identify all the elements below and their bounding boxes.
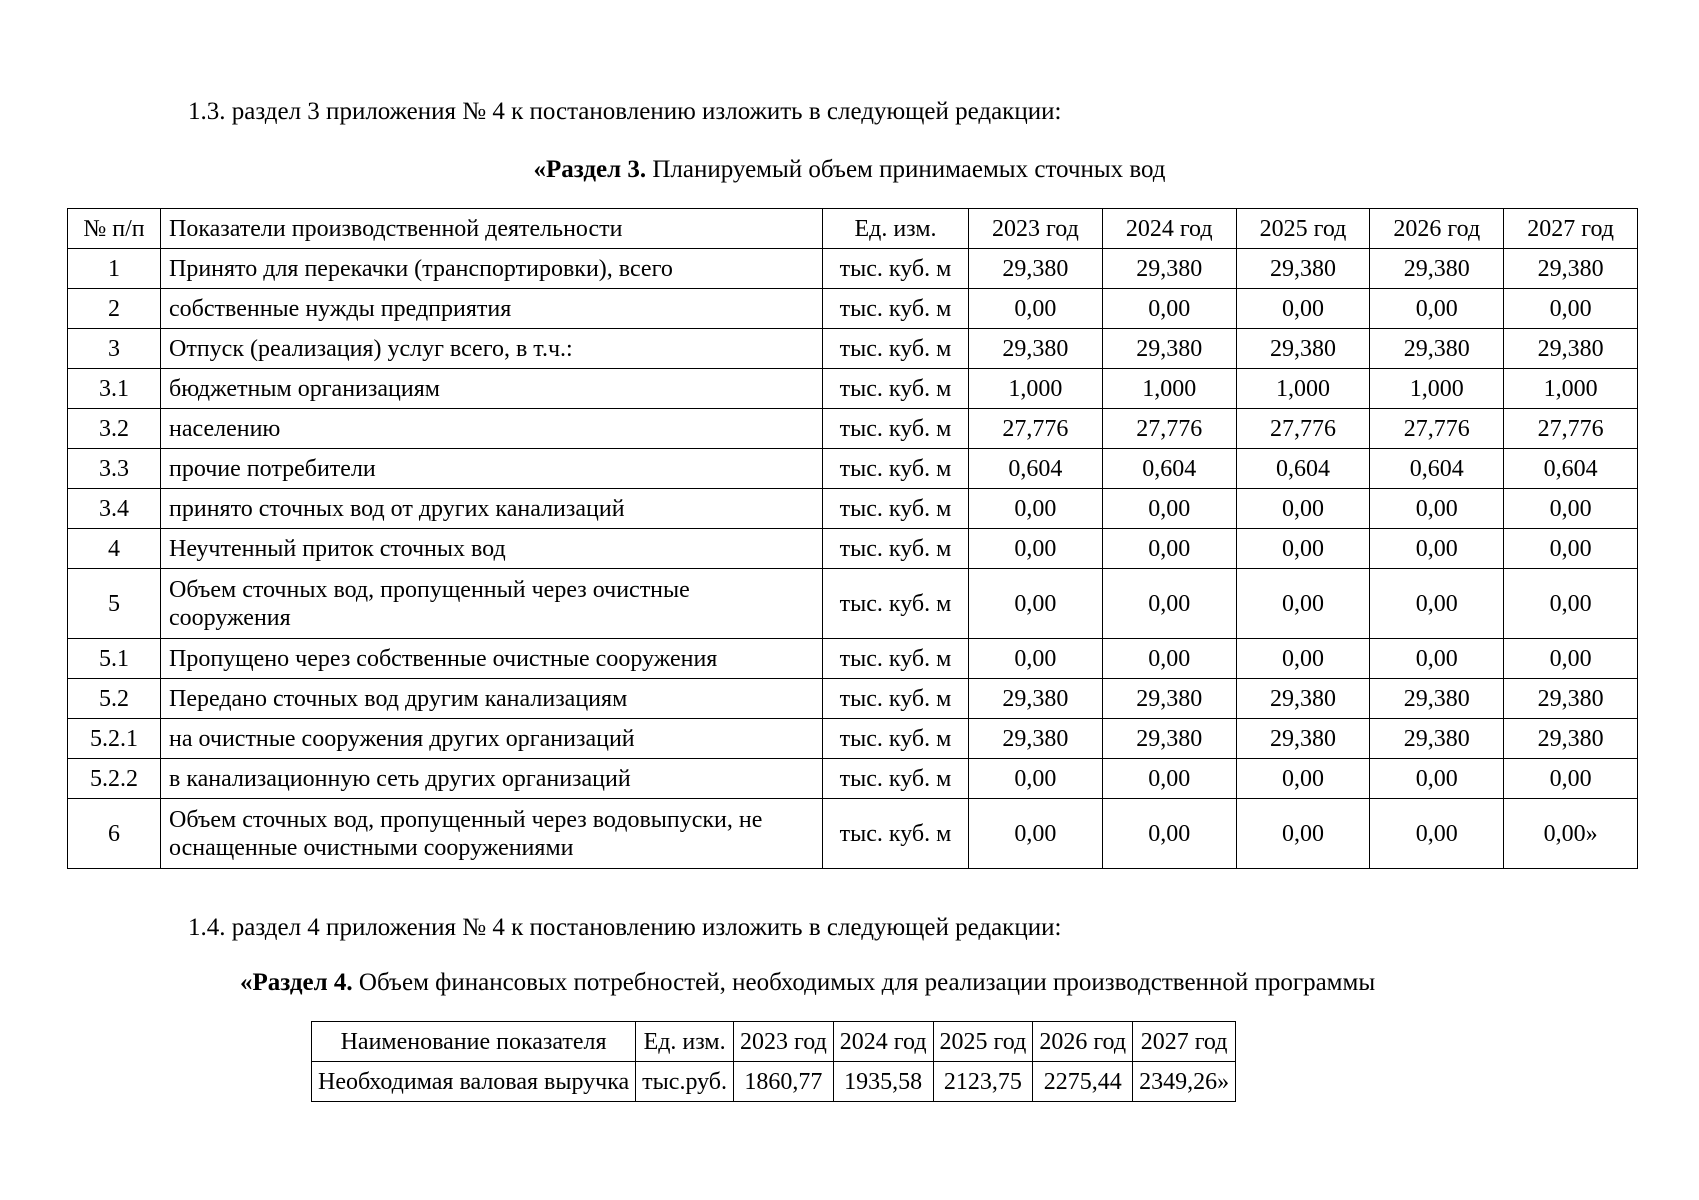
row-indicator: прочие потребители: [161, 449, 823, 489]
row-value: 1,000: [1370, 369, 1504, 409]
row-value: 1,000: [1236, 369, 1370, 409]
section3-title: [0, 156, 1699, 184]
row-value: 29,380: [1102, 719, 1236, 759]
row-unit: тыс. куб. м: [823, 409, 969, 449]
header-cell: 2025 год: [933, 1022, 1033, 1062]
row-number: 3.2: [68, 409, 161, 449]
row-value: 0,00: [1102, 639, 1236, 679]
row-indicator: Пропущено через собственные очистные сооружения: [161, 639, 823, 679]
row-value: 0,00: [969, 569, 1103, 639]
row-number: 3.1: [68, 369, 161, 409]
row-value: 29,380: [1102, 249, 1236, 289]
row-value: 0,00: [1370, 639, 1504, 679]
row-value: 29,380: [1102, 329, 1236, 369]
row-value: 29,380: [1370, 329, 1504, 369]
row-indicator: собственные нужды предприятия: [161, 289, 823, 329]
header-cell: 2027 год: [1133, 1022, 1236, 1062]
row-value: 0,00: [969, 289, 1103, 329]
row-unit: тыс. куб. м: [823, 289, 969, 329]
table-row: [68, 569, 1638, 639]
table-row: [68, 719, 1638, 759]
row-value: 0,00: [1504, 639, 1638, 679]
table-row: [312, 1062, 1236, 1102]
row-unit: тыс. куб. м: [823, 759, 969, 799]
row-value: 0,00: [1236, 529, 1370, 569]
row-unit: тыс. куб. м: [823, 639, 969, 679]
header-cell: Показатели производственной деятельности: [161, 209, 823, 249]
row-number: 3.3: [68, 449, 161, 489]
row-value: 29,380: [1370, 679, 1504, 719]
row-value: 29,380: [969, 679, 1103, 719]
row-value: 0,00: [1504, 489, 1638, 529]
row-unit: тыс. куб. м: [823, 679, 969, 719]
row-unit: тыс. куб. м: [823, 329, 969, 369]
header-cell: 2026 год: [1033, 1022, 1133, 1062]
row-value: 2123,75: [933, 1062, 1033, 1102]
row-value: 0,00: [1370, 529, 1504, 569]
financial-table: [311, 1021, 1236, 1102]
table-row: [68, 529, 1638, 569]
row-value: 0,00: [1504, 289, 1638, 329]
row-indicator: бюджетным организациям: [161, 369, 823, 409]
row-value: 29,380: [1236, 329, 1370, 369]
row-indicator: Принято для перекачки (транспортировки), всего: [161, 249, 823, 289]
row-value: 27,776: [1504, 409, 1638, 449]
row-value: 29,380: [1370, 719, 1504, 759]
row-unit: тыс. куб. м: [823, 249, 969, 289]
row-value: 29,380: [1236, 719, 1370, 759]
row-value: 2349,26»: [1133, 1062, 1236, 1102]
row-value: 0,00: [1370, 489, 1504, 529]
row-value: 2275,44: [1033, 1062, 1133, 1102]
header-cell: 2024 год: [833, 1022, 933, 1062]
row-value: 0,00: [1236, 759, 1370, 799]
row-number: 5.2.1: [68, 719, 161, 759]
row-value: 0,00: [1102, 489, 1236, 529]
row-unit: тыс. куб. м: [823, 799, 969, 869]
section4-title: [240, 969, 1375, 997]
row-value: 27,776: [1102, 409, 1236, 449]
header-cell: 2023 год: [969, 209, 1103, 249]
row-indicator: на очистные сооружения других организаций: [161, 719, 823, 759]
row-value: 0,00: [969, 529, 1103, 569]
row-value: 0,00: [1236, 569, 1370, 639]
row-value: 0,00: [1102, 759, 1236, 799]
row-indicator: населению: [161, 409, 823, 449]
table-row: [68, 449, 1638, 489]
row-value: 1860,77: [734, 1062, 834, 1102]
row-unit: тыс. куб. м: [823, 449, 969, 489]
table-row: [68, 639, 1638, 679]
row-value: 0,00: [969, 639, 1103, 679]
row-indicator: Отпуск (реализация) услуг всего, в т.ч.:: [161, 329, 823, 369]
section3-title-bold: «Раздел 3.: [533, 156, 647, 183]
row-value: 29,380: [1236, 679, 1370, 719]
row-value: 0,604: [969, 449, 1103, 489]
row-value: 29,380: [1504, 679, 1638, 719]
section4-intro: 1.4. раздел 4 приложения № 4 к постановлению изложить в следующей редакции:: [188, 914, 1062, 941]
table-row: [68, 249, 1638, 289]
row-unit: тыс. куб. м: [823, 719, 969, 759]
header-cell: Ед. изм.: [823, 209, 969, 249]
row-value: 0,00: [1370, 799, 1504, 869]
row-indicator: Необходимая валовая выручка: [312, 1062, 636, 1102]
row-value: 1,000: [969, 369, 1103, 409]
row-value: 0,604: [1370, 449, 1504, 489]
row-value: 0,00: [1236, 289, 1370, 329]
row-value: 0,00: [969, 799, 1103, 869]
row-value: 0,00: [1236, 489, 1370, 529]
row-value: 29,380: [969, 249, 1103, 289]
row-value: 0,00: [1370, 569, 1504, 639]
row-value: 29,380: [1504, 249, 1638, 289]
header-cell: 2026 год: [1370, 209, 1504, 249]
header-cell: 2027 год: [1504, 209, 1638, 249]
table-row: [68, 409, 1638, 449]
row-unit: тыс. куб. м: [823, 489, 969, 529]
table-header-row: [312, 1022, 1236, 1062]
section4-title-rest: Объем финансовых потребностей, необходимых для реализации производственной программы: [352, 969, 1376, 996]
row-indicator: принято сточных вод от других канализаций: [161, 489, 823, 529]
section3-title-rest: Планируемый объем принимаемых сточных вод: [646, 156, 1166, 183]
row-value: 0,00»: [1504, 799, 1638, 869]
row-value: 27,776: [1236, 409, 1370, 449]
row-value: 0,00: [1102, 289, 1236, 329]
row-number: 6: [68, 799, 161, 869]
row-indicator: Объем сточных вод, пропущенный через очистные сооружения: [161, 569, 823, 639]
header-cell: 2024 год: [1102, 209, 1236, 249]
row-number: 5.1: [68, 639, 161, 679]
table-row: [68, 289, 1638, 329]
row-value: 29,380: [1236, 249, 1370, 289]
row-value: 0,00: [1370, 759, 1504, 799]
row-value: 29,380: [1504, 719, 1638, 759]
header-cell: 2023 год: [734, 1022, 834, 1062]
row-value: 0,00: [1236, 639, 1370, 679]
row-value: 0,604: [1236, 449, 1370, 489]
row-value: 1,000: [1504, 369, 1638, 409]
row-number: 3.4: [68, 489, 161, 529]
row-value: 0,00: [1102, 529, 1236, 569]
row-value: 0,604: [1102, 449, 1236, 489]
table-row: [68, 799, 1638, 869]
row-value: 29,380: [1102, 679, 1236, 719]
row-value: 1,000: [1102, 369, 1236, 409]
row-number: 4: [68, 529, 161, 569]
row-indicator: в канализационную сеть других организаций: [161, 759, 823, 799]
row-value: 29,380: [1370, 249, 1504, 289]
row-value: 29,380: [969, 329, 1103, 369]
table-row: [68, 489, 1638, 529]
row-number: 5: [68, 569, 161, 639]
row-value: 0,00: [1236, 799, 1370, 869]
row-value: 0,00: [969, 759, 1103, 799]
row-number: 3: [68, 329, 161, 369]
row-value: 29,380: [1504, 329, 1638, 369]
row-value: 29,380: [969, 719, 1103, 759]
row-value: 0,00: [1102, 569, 1236, 639]
row-unit: тыс. куб. м: [823, 569, 969, 639]
section3-intro: 1.3. раздел 3 приложения № 4 к постановлению изложить в следующей редакции:: [188, 98, 1062, 125]
row-number: 2: [68, 289, 161, 329]
row-unit: тыс.руб.: [636, 1062, 734, 1102]
row-value: 27,776: [1370, 409, 1504, 449]
row-unit: тыс. куб. м: [823, 529, 969, 569]
table-header-row: [68, 209, 1638, 249]
section4-title-bold: «Раздел 4.: [240, 969, 353, 996]
row-value: 0,00: [1504, 569, 1638, 639]
row-value: 0,00: [1504, 529, 1638, 569]
row-number: 1: [68, 249, 161, 289]
row-unit: тыс. куб. м: [823, 369, 969, 409]
row-value: 27,776: [969, 409, 1103, 449]
header-cell: 2025 год: [1236, 209, 1370, 249]
row-value: 0,00: [1102, 799, 1236, 869]
header-cell: Наименование показателя: [312, 1022, 636, 1062]
row-indicator: Объем сточных вод, пропущенный через водовыпуски, не оснащенные очистными сооружениями: [161, 799, 823, 869]
production-table: [67, 208, 1638, 869]
row-value: 0,00: [1504, 759, 1638, 799]
row-value: 0,00: [1370, 289, 1504, 329]
row-value: 0,604: [1504, 449, 1638, 489]
row-indicator: Неучтенный приток сточных вод: [161, 529, 823, 569]
table-row: [68, 329, 1638, 369]
row-indicator: Передано сточных вод другим канализациям: [161, 679, 823, 719]
table-row: [68, 759, 1638, 799]
header-cell: Ед. изм.: [636, 1022, 734, 1062]
row-value: 1935,58: [833, 1062, 933, 1102]
row-number: 5.2: [68, 679, 161, 719]
header-cell: № п/п: [68, 209, 161, 249]
table-row: [68, 679, 1638, 719]
row-number: 5.2.2: [68, 759, 161, 799]
row-value: 0,00: [969, 489, 1103, 529]
table-row: [68, 369, 1638, 409]
